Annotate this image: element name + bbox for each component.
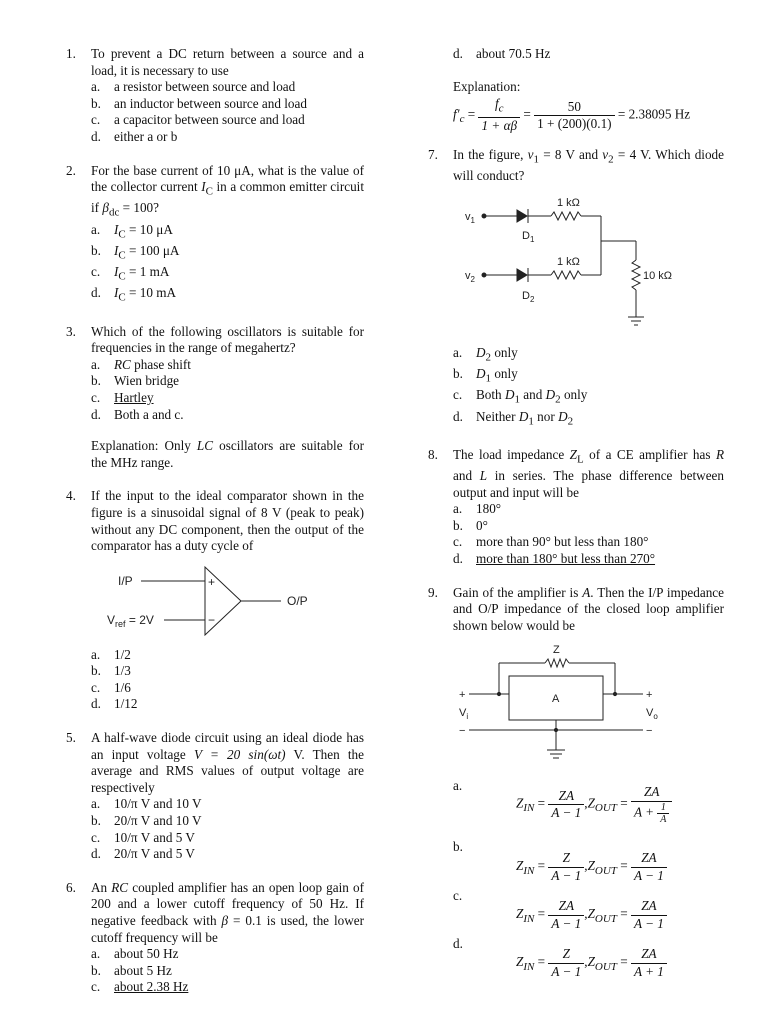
option-c-formula: $Z_{IN}$ = $\frac{ZA}{A - 1}$ $,Z_{OUT}$ = $\frac{ZA}{A - 1}$: [516, 898, 667, 932]
option-list: [91, 647, 364, 713]
option-text: = 10 mA: [125, 285, 177, 301]
v2-symbol: v: [602, 147, 609, 163]
subscript: IN: [523, 961, 535, 974]
fraction: [631, 784, 672, 825]
option-text: Both: [476, 387, 505, 403]
option-text: phase shift: [130, 356, 191, 372]
question-6-continued: [428, 46, 724, 135]
question-stem: If the input to the ideal comparator shown in the figure is a sinusoidal signal of 8 V (peak to peak) without any DC component, then the output of the comparator has a duty cycle of: [91, 488, 364, 554]
explanation: [91, 438, 364, 471]
lc-symbol: LC: [196, 438, 214, 454]
option-c: [91, 979, 364, 996]
question-6: [66, 880, 364, 996]
option-letter: a.: [91, 796, 101, 812]
option-letter: d.: [91, 128, 101, 144]
denominator: [631, 802, 672, 825]
output-node: [613, 693, 616, 696]
diode-symbol: D: [476, 366, 486, 382]
question-stem: [453, 447, 724, 501]
option-letter: c.: [91, 829, 101, 845]
option-letter: c.: [453, 888, 463, 904]
subscript: OUT: [594, 913, 617, 926]
option-letter: d.: [91, 285, 101, 301]
option-a: [91, 357, 364, 374]
option-text: Neither: [476, 408, 519, 424]
subscript: C: [205, 185, 213, 198]
option-text: an inductor between source and load: [114, 95, 307, 111]
fraction: [631, 898, 667, 932]
subscript: IN: [523, 913, 535, 926]
rc-symbol: RC: [114, 356, 131, 372]
option-text: 0°: [476, 517, 488, 533]
question-stem: [453, 585, 724, 635]
subscript: c: [459, 113, 465, 126]
option-list: [453, 345, 724, 430]
numerator: ZA: [631, 946, 667, 964]
option-b: [453, 366, 724, 387]
option-d: [91, 846, 364, 863]
subscript: OUT: [594, 961, 617, 974]
option-text: a resistor between source and load: [114, 79, 296, 95]
question-stem: Which of the following oscillators is suitable for frequencies in the range of megahertz?: [91, 323, 364, 356]
option-text: 10/π V and 10 V: [114, 796, 202, 812]
denominator: A − 1: [551, 805, 582, 821]
diode-circuit-figure: [453, 197, 683, 337]
resistor-3-label: 10 kΩ: [643, 269, 673, 282]
option-a-formula: $Z_{IN}$ = $\frac{ZA}{A - 1}$ $,Z_{OUT}$ = ZA A + $\frac{1}{A}$: [516, 784, 672, 825]
option-a: [91, 946, 364, 963]
q9-options: [428, 778, 724, 978]
option-d-formula: $Z_{IN}$ = $\frac{Z}{A - 1}$ $,Z_{OUT}$ = $\frac{ZA}{A + 1}$: [516, 946, 667, 980]
diode-d1-label: $D_1$: [522, 229, 535, 244]
amplifier-gain-label: A: [552, 693, 560, 706]
stem-text: The load impedance: [453, 446, 570, 462]
subscript: c: [498, 102, 504, 115]
explanation: [453, 79, 724, 135]
question-stem: [91, 163, 364, 222]
numerator: ZA: [548, 788, 584, 806]
option-letter: d.: [91, 406, 101, 422]
input-plus: +: [459, 689, 466, 702]
subscript: L: [576, 453, 584, 466]
beta-symbol: β: [102, 200, 109, 216]
stem-text: An: [91, 879, 112, 895]
explanation-label: Explanation:: [453, 78, 521, 94]
zin-symbol: Z: [516, 906, 524, 922]
option-letter: c.: [91, 264, 101, 280]
question-number: 5.: [66, 730, 76, 746]
option-text: 20/π V and 10 V: [114, 813, 202, 829]
option-letter: a.: [453, 778, 463, 794]
zl-symbol: Z: [569, 446, 577, 462]
stem-text: . Then the I/P impedance and O/P impedance of the closed loop amplifier shown below would be: [453, 584, 725, 633]
input-node: [497, 693, 500, 696]
output-label: O/P: [287, 593, 308, 608]
v2-label: $v_2$: [465, 269, 475, 284]
option-c: [91, 830, 364, 847]
denominator: A − 1: [551, 915, 582, 931]
subscript: C: [118, 270, 126, 283]
option-list: [91, 796, 364, 862]
diode-d1: [517, 210, 527, 222]
option-letter: c.: [91, 679, 101, 695]
option-d: [453, 409, 724, 430]
small-fraction: [657, 802, 669, 825]
option-letter: c.: [91, 389, 101, 405]
vref-label: $V_{ref} = 2V$: [107, 612, 154, 629]
diode-d2: [517, 269, 527, 281]
option-text: 1/6: [114, 679, 131, 695]
option-text: either a or b: [114, 128, 178, 144]
l-symbol: L: [479, 468, 488, 484]
equals: =: [523, 106, 531, 122]
option-a: [91, 222, 364, 243]
option-letter: b.: [91, 663, 101, 679]
fraction: [631, 850, 667, 884]
option-letter: d.: [91, 846, 101, 862]
stem-text: in series. The phase difference between output and input will be: [453, 468, 724, 500]
option-text: nor: [533, 408, 559, 424]
option-c: [91, 112, 364, 129]
result: = 2.38095 Hz: [617, 106, 691, 122]
denominator: 1 + (200)(0.1): [537, 116, 612, 132]
ic-symbol: I: [114, 264, 119, 280]
option-text: = 100 μA: [125, 242, 180, 258]
diode-symbol: D: [558, 408, 568, 424]
question-8: [428, 447, 724, 568]
option-d: [91, 285, 364, 306]
option-text: 20/π V and 5 V: [114, 846, 195, 862]
denominator: A − 1: [633, 915, 664, 931]
option-c: [453, 387, 724, 408]
question-5: [66, 730, 364, 863]
ic-symbol: I: [114, 285, 119, 301]
option-list: [91, 946, 364, 996]
option-d: [453, 46, 724, 63]
fraction: [534, 99, 614, 133]
resistor-2-label: 1 kΩ: [557, 255, 580, 268]
option-text: about 50 Hz: [114, 946, 179, 962]
option-c: [91, 680, 364, 697]
denominator: A − 1: [551, 963, 582, 979]
option-a: [453, 345, 724, 366]
option-b: [91, 96, 364, 113]
subscript: C: [118, 249, 126, 262]
option-letter: b.: [91, 813, 101, 829]
stem-text: = 8 V and: [538, 147, 603, 163]
zin-symbol: Z: [516, 795, 524, 811]
question-1: [66, 46, 364, 146]
option-b: [91, 243, 364, 264]
question-number: 3.: [66, 323, 76, 339]
fraction: [478, 96, 520, 135]
numerator: ZA: [631, 898, 667, 916]
option-a: [453, 501, 724, 518]
question-number: 6.: [66, 879, 76, 895]
subscript: 2: [567, 415, 574, 428]
stem-text: = 100?: [119, 200, 159, 216]
question-stem: [91, 730, 364, 796]
ic-symbol: I: [114, 242, 119, 258]
subscript: IN: [523, 865, 535, 878]
option-text: 1/2: [114, 646, 131, 662]
subscript: 1: [485, 372, 492, 385]
input-label: $V_i$: [459, 707, 469, 722]
option-text: more than 90° but less than 180°: [476, 534, 649, 550]
option-letter: d.: [453, 550, 463, 566]
question-number: 9.: [428, 584, 438, 600]
numerator: Z: [548, 946, 584, 964]
option-text: = 10 μA: [125, 221, 173, 237]
option-d: [453, 551, 724, 568]
option-letter: b.: [453, 839, 463, 855]
option-c: [91, 264, 364, 285]
option-letter: c.: [453, 387, 463, 403]
option-text: only: [560, 387, 588, 403]
option-d: [91, 407, 364, 424]
question-number: 2.: [66, 162, 76, 178]
question-3: [66, 324, 364, 472]
question-stem: To prevent a DC return between a source and a load, it is necessary to use: [91, 46, 364, 78]
output-plus: +: [646, 689, 653, 702]
question-number: 4.: [66, 488, 76, 504]
resistor-2: [551, 271, 581, 279]
fraction: [548, 898, 584, 932]
stem-text: of a CE amplifier has: [583, 446, 716, 462]
stem-text: In the figure,: [453, 147, 528, 163]
equals: =: [467, 106, 476, 122]
input-label: I/P: [118, 573, 133, 588]
option-c: [453, 534, 724, 551]
common-node: [554, 729, 557, 732]
option-letter: b.: [91, 242, 101, 258]
stem-text: Gain of the amplifier is: [453, 584, 583, 600]
option-list: [91, 79, 364, 145]
fraction: [548, 788, 584, 822]
option-letter: a.: [453, 501, 463, 517]
option-letter: a.: [91, 646, 101, 662]
option-a: [91, 796, 364, 813]
numerator: [478, 96, 520, 118]
question-7: [428, 147, 724, 430]
correct-answer-text: about 2.38 Hz: [114, 979, 189, 995]
subscript: 2: [485, 351, 492, 364]
option-list: [91, 357, 364, 423]
resistor-1: [551, 212, 581, 220]
formula-lhs: f′: [453, 106, 460, 122]
subscript: 2: [555, 393, 561, 406]
stem-text: = 0.1 is used, the lower cutoff frequency will be: [91, 913, 364, 945]
option-text: 10/π V and 5 V: [114, 829, 195, 845]
impedance-z-label: Z: [553, 644, 560, 657]
option-letter: c.: [91, 979, 101, 995]
question-number: 8.: [428, 446, 438, 462]
stem-text: = 4 V. Which diode will conduct?: [453, 147, 724, 184]
diode-symbol: D: [545, 387, 556, 403]
input-voltage-equation: V = 20 sin(ωt): [193, 746, 286, 762]
option-letter: a.: [91, 79, 101, 95]
numerator: ZA: [631, 850, 667, 868]
option-text: about 5 Hz: [114, 962, 172, 978]
explanation-text: oscillators are suitable for the MHz range.: [91, 438, 365, 470]
stem-text: and: [453, 468, 480, 484]
option-letter: a.: [91, 356, 101, 372]
option-letter: d.: [91, 696, 101, 712]
question-4: [66, 488, 364, 713]
option-letter: c.: [91, 112, 101, 128]
option-list: [453, 46, 724, 63]
right-column: [428, 46, 724, 978]
fraction: [548, 946, 584, 980]
subscript: 2: [608, 153, 614, 166]
subscript: C: [118, 291, 126, 304]
comparator-figure: [91, 563, 364, 641]
option-list: [453, 501, 724, 567]
v1-symbol: v: [527, 147, 534, 163]
rc-symbol: RC: [111, 879, 129, 895]
question-number: 1.: [66, 46, 76, 61]
option-letter: a.: [91, 946, 101, 962]
option-b-formula: $Z_{IN}$ = $\frac{Z}{A - 1}$ $,Z_{OUT}$ = $\frac{ZA}{A - 1}$: [516, 850, 667, 884]
output-label: $V_o$: [646, 707, 658, 722]
option-a: [91, 647, 364, 664]
option-letter: a.: [453, 344, 463, 360]
stem-text: in a common emitter circuit if: [91, 179, 364, 216]
diode-symbol: D: [518, 408, 529, 424]
option-text: = 1 mA: [125, 264, 170, 280]
question-9: [428, 585, 724, 979]
gain-symbol: A: [582, 584, 591, 600]
r-symbol: R: [715, 446, 724, 462]
fc-symbol: f: [494, 96, 499, 112]
option-text: 1/12: [114, 696, 138, 712]
stem-text: For the base current of 10 μA, what is the value of the collector current: [91, 162, 364, 195]
cutoff-formula: [453, 96, 724, 135]
option-text: Both a and c.: [114, 406, 184, 422]
stem-text: A half-wave diode circuit using an ideal diode has an input voltage: [91, 730, 364, 762]
subscript: IN: [523, 802, 535, 815]
output-minus: −: [646, 725, 653, 738]
option-b: [91, 373, 364, 390]
explanation-text: Explanation: Only: [91, 438, 197, 454]
diode-symbol: D: [504, 387, 515, 403]
denominator: 1 + αβ: [481, 118, 518, 134]
option-list: [91, 222, 364, 307]
diode-d2-label: $D_2$: [522, 289, 535, 304]
option-letter: b.: [453, 517, 463, 533]
zin-symbol: Z: [516, 954, 524, 970]
numerator: Z: [548, 850, 584, 868]
resistor-3: [632, 260, 640, 290]
question-stem: [453, 147, 724, 185]
fraction: [631, 946, 667, 980]
option-letter: b.: [453, 366, 463, 382]
zin-symbol: Z: [516, 858, 524, 874]
left-column: [66, 46, 364, 996]
v1-label: $v_1$: [465, 210, 475, 225]
option-text: about 70.5 Hz: [476, 46, 551, 61]
option-b: [91, 963, 364, 980]
numerator: ZA: [631, 784, 672, 802]
option-b: [453, 518, 724, 535]
question-2: [66, 163, 364, 307]
numerator: ZA: [548, 898, 584, 916]
option-d: [91, 696, 364, 713]
option-text: only: [491, 344, 518, 360]
diode-symbol: D: [476, 344, 486, 360]
zout-symbol: Z: [587, 858, 595, 874]
option-letter: b.: [91, 95, 101, 111]
subscript: C: [118, 228, 126, 241]
subscript: 1: [528, 415, 534, 428]
denominator: A + 1: [633, 963, 664, 979]
option-letter: c.: [453, 534, 463, 550]
option-c: [91, 390, 364, 407]
subscript: OUT: [594, 802, 617, 815]
resistor-1-label: 1 kΩ: [557, 196, 580, 209]
option-text: a capacitor between source and load: [114, 112, 305, 128]
option-b: [91, 663, 364, 680]
beta-symbol: β: [221, 913, 229, 928]
option-letter: b.: [91, 373, 101, 389]
feedback-amplifier-figure: [441, 644, 671, 772]
option-a: [91, 79, 364, 96]
plus-sign: +: [208, 574, 216, 589]
denominator: A: [660, 813, 667, 825]
zout-symbol: Z: [587, 954, 595, 970]
option-letter: a.: [91, 221, 101, 237]
option-text: only: [491, 366, 518, 382]
minus-sign: −: [208, 612, 216, 627]
option-text: 1/3: [114, 663, 131, 679]
option-letter: b.: [91, 962, 101, 978]
input-minus: −: [459, 725, 466, 738]
correct-answer-text: Hartley: [114, 389, 154, 405]
ic-symbol: I: [114, 221, 119, 237]
option-letter: d.: [453, 408, 463, 424]
option-b: [91, 813, 364, 830]
correct-answer-text: more than 180° but less than 270°: [476, 550, 656, 566]
collector-current-symbol: I: [201, 179, 206, 195]
subscript: 1: [514, 393, 520, 406]
zout-symbol: Z: [587, 906, 595, 922]
subscript: OUT: [594, 865, 617, 878]
question-number: 7.: [428, 147, 438, 163]
denominator-text: A +: [633, 804, 658, 820]
option-d: [91, 129, 364, 146]
zout-symbol: Z: [587, 795, 595, 811]
question-stem: [91, 880, 364, 946]
subscript: 1: [533, 153, 539, 166]
option-letter: d.: [453, 46, 463, 61]
stem-text: coupled amplifier has an open loop gain of 200 and a lower cutoff frequency of 50 Hz. If negative feedback with: [91, 879, 364, 928]
denominator: A − 1: [551, 867, 582, 883]
fraction: [548, 850, 584, 884]
option-letter: d.: [453, 936, 463, 952]
option-text: and: [519, 387, 546, 403]
option-text: Wien bridge: [114, 373, 180, 389]
stem-text: V. Then the average and RMS values of output voltage are respectively: [91, 746, 364, 795]
subscript: dc: [108, 207, 120, 220]
numerator: 1: [657, 802, 669, 814]
option-text: 180°: [476, 501, 502, 517]
denominator: A − 1: [633, 867, 664, 883]
feedback-resistor: [545, 659, 569, 667]
numerator: 50: [534, 99, 614, 117]
